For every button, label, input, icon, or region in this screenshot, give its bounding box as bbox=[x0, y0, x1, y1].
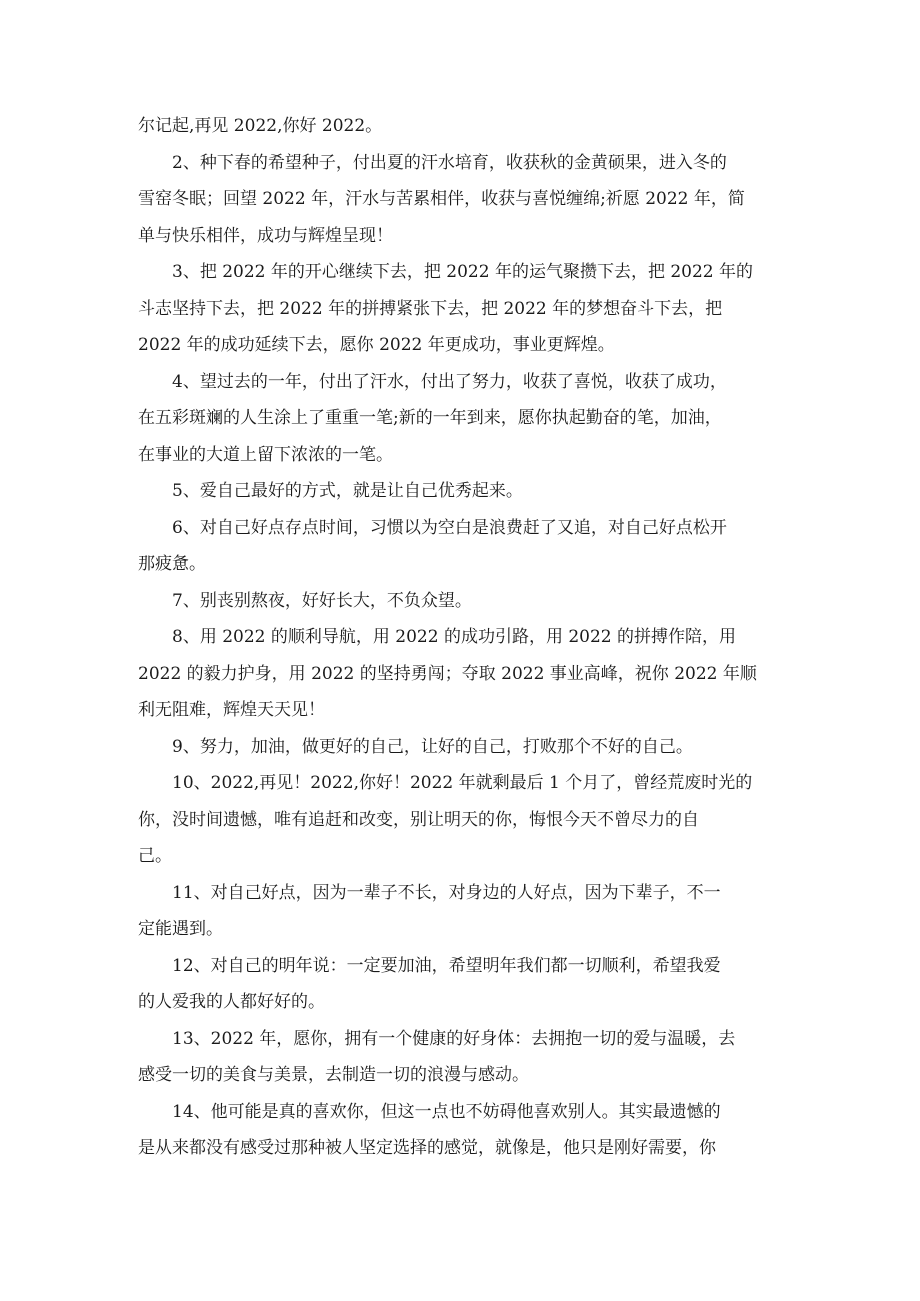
text-line: 14、他可能是真的喜欢你，但这一点也不妨碍他喜欢别人。其实最遗憾的 bbox=[172, 1101, 721, 1122]
text-line: 你，没时间遗憾，唯有追赶和改变，别让明天的你，悔恨今天不曾尽力的自 bbox=[138, 809, 699, 830]
text-line: 2022 年的成功延续下去，愿你 2022 年更成功，事业更辉煌。 bbox=[138, 335, 615, 355]
paragraph-4 bbox=[138, 473, 784, 510]
text-line: 在事业的大道上留下浓浓的一笔。 bbox=[138, 444, 393, 465]
paragraph-3 bbox=[138, 364, 784, 474]
text-line: 那疲惫。 bbox=[138, 554, 206, 574]
document-body bbox=[138, 108, 784, 1167]
text-line: 在五彩斑斓的人生涂上了重重一笔;新的一年到来，愿你执起勤奋的笔，加油， bbox=[138, 408, 722, 428]
paragraph-9 bbox=[138, 765, 784, 875]
text-line: 9、努力，加油，做更好的自己，让好的自己，打败那个不好的自己。 bbox=[172, 736, 693, 757]
text-line: 4、望过去的一年，付出了汗水，付出了努力，收获了喜悦，收获了成功， bbox=[172, 371, 727, 392]
paragraph-5 bbox=[138, 510, 784, 583]
text-line: 6、对自己好点存点时间，习惯以为空白是浪费赶了又追，对自己好点松开 bbox=[172, 517, 727, 538]
text-line: 是从来都没有感受过那种被人坚定选择的感觉，就像是，他只是刚好需要，你 bbox=[138, 1138, 716, 1158]
paragraph-8 bbox=[138, 729, 784, 766]
text-line: 13、2022 年，愿你，拥有一个健康的好身体：去拥抱一切的爱与温暖，去 bbox=[172, 1028, 736, 1049]
paragraph-11 bbox=[138, 948, 784, 1021]
paragraph-7 bbox=[138, 619, 784, 729]
paragraph-12 bbox=[138, 1021, 784, 1094]
paragraph-0 bbox=[138, 108, 784, 145]
text-line: 利无阻难，辉煌天天见！ bbox=[138, 700, 325, 720]
text-line: 8、用 2022 的顺利导航，用 2022 的成功引路，用 2022 的拼搏作陪，用 bbox=[172, 627, 737, 647]
paragraph-1 bbox=[138, 145, 784, 255]
text-line: 雪窑冬眠；回望 2022 年，汗水与苦累相伴，收获与喜悦缠绵;祈愿 2022 年，简 bbox=[138, 189, 745, 209]
paragraph-6 bbox=[138, 583, 784, 620]
text-line: 感受一切的美食与美景，去制造一切的浪漫与感动。 bbox=[138, 1065, 529, 1085]
text-line: 2、种下春的希望种子，付出夏的汗水培育，收获秋的金黄硕果，进入冬的 bbox=[172, 152, 727, 173]
paragraph-13 bbox=[138, 1094, 784, 1167]
text-line: 的人爱我的人都好好的。 bbox=[138, 992, 325, 1012]
text-line: 7、别丧别熬夜，好好长大，不负众望。 bbox=[172, 590, 472, 611]
text-line: 10、2022,再见！2022,你好！2022 年就剩最后 1 个月了，曾经荒废时光的 bbox=[172, 773, 753, 793]
text-line: 定能遇到。 bbox=[138, 919, 223, 939]
text-line: 11、对自己好点，因为一辈子不长，对身边的人好点，因为下辈子，不一 bbox=[172, 882, 721, 903]
text-line: 5、爱自己最好的方式，就是让自己优秀起来。 bbox=[172, 481, 523, 501]
text-line: 2022 的毅力护身，用 2022 的坚持勇闯；夺取 2022 事业高峰，祝你 2022 年顺 bbox=[138, 663, 757, 684]
text-line: 斗志坚持下去，把 2022 年的拼搏紧张下去，把 2022 年的梦想奋斗下去，把 bbox=[138, 298, 723, 319]
paragraph-10 bbox=[138, 875, 784, 948]
text-line: 己。 bbox=[138, 846, 172, 866]
text-line: 12、对自己的明年说：一定要加油，希望明年我们都一切顺利，希望我爱 bbox=[172, 955, 721, 976]
text-line: 尔记起,再见 2022,你好 2022。 bbox=[138, 116, 383, 136]
text-line: 单与快乐相伴，成功与辉煌呈现！ bbox=[138, 225, 393, 246]
text-line: 3、把 2022 年的开心继续下去，把 2022 年的运气聚攒下去，把 2022 年的 bbox=[172, 262, 754, 282]
paragraph-2 bbox=[138, 254, 784, 364]
